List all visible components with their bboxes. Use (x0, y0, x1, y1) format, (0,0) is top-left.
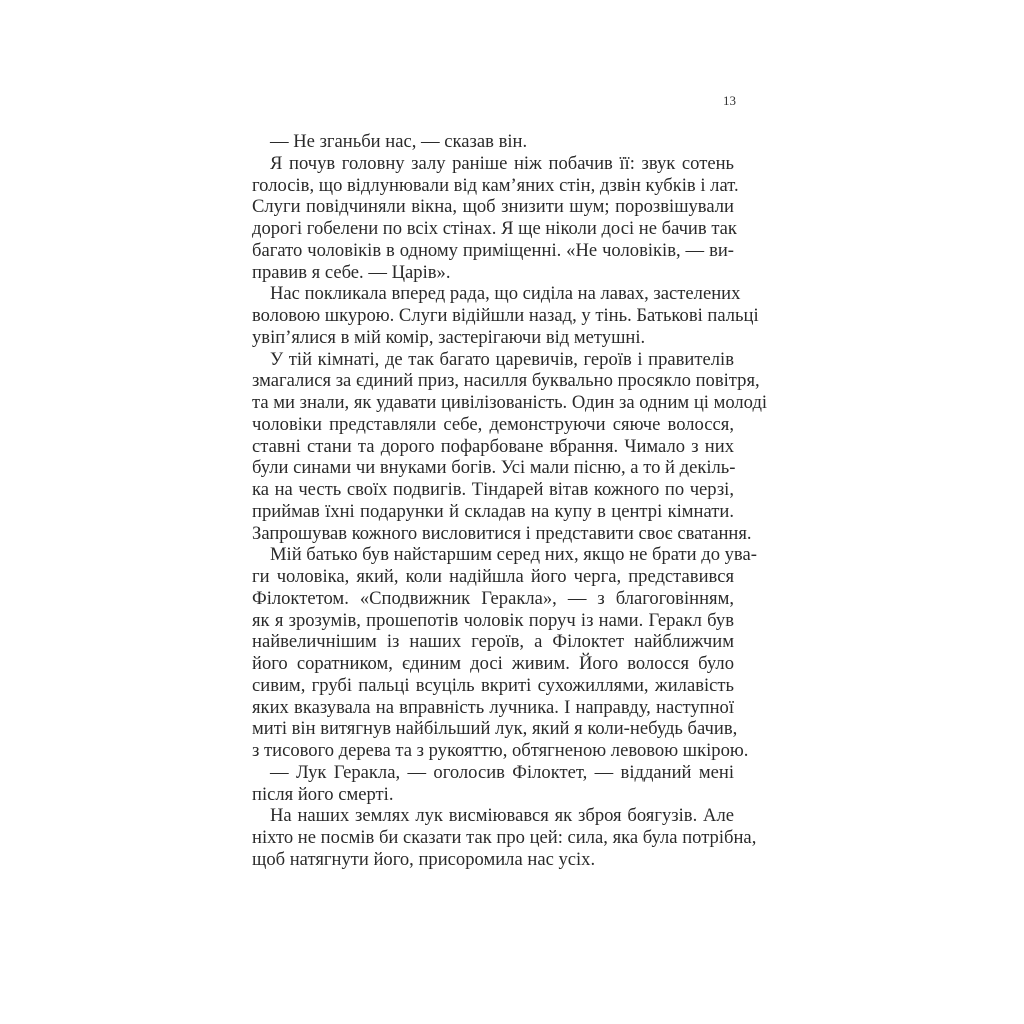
text-line: На наших землях лук висміювався як зброя боягузів. Але (270, 805, 734, 827)
text-line: ка на честь своїх подвигів. Тіндарей вітав кожного по черзі, (252, 479, 734, 500)
text-line: щоб натягнути його, присоромила нас усіх. (252, 848, 596, 870)
text-line: багато чоловіків в одному приміщенні. «Не чоловіків, — ви- (252, 239, 734, 261)
text-line: з тисового дерева та з рукояттю, обтягненою левовою шкірою. (252, 740, 749, 761)
text-line: Мій батько був найстаршим серед них, якщо не брати до ува- (270, 544, 757, 566)
text-line: приймав їхні подарунки й складав на купу в центрі кімнати. (252, 500, 734, 522)
paragraph (252, 152, 739, 284)
text-line: правив я себе. — Царів». (252, 261, 451, 283)
paragraph (252, 762, 734, 806)
text-line: Слуги повідчиняли вікна, щоб знизити шум; порозвішували (252, 196, 734, 218)
text-line: змагалися за єдиний приз, насилля буквально просякло повітря, (252, 370, 760, 392)
paragraph (252, 283, 759, 348)
text-line: ставні стани та дорого пофарбоване вбрання. Чимало з них (252, 435, 734, 457)
text-line: яких вказувала на вправність лучника. І направду, наступної (252, 696, 734, 718)
text-line: були синами чи внуками богів. Усі мали пісню, а то й декіль- (252, 457, 736, 479)
page-number: 13 (723, 93, 736, 108)
text-line: ніхто не посмів би сказати так про цей: сила, яка була потрібна, (252, 827, 757, 848)
text-line: Нас покликала вперед рада, що сиділа на лавах, застелених (270, 283, 741, 305)
text-line: як я зрозумів, прошепотів чоловік поруч із нами. Геракл був (252, 609, 734, 631)
text-line: його соратником, єдиним досі живим. Його волосся було (252, 653, 734, 674)
text-line: Запрошував кожного висловитися і представити своє сватання. (252, 522, 752, 544)
text-line: та ми знали, як удавати цивілізованість. Один за одним ці молоді (252, 392, 768, 413)
paragraph (252, 131, 734, 153)
text-line: воловою шкурою. Слуги відійшли назад, у тінь. Батькові пальці (252, 305, 759, 326)
text-line: увіп’ялися в мій комір, застерігаючи від метушні. (252, 326, 646, 348)
text-line: миті він витягнув найбільший лук, який я коли-небудь бачив, (252, 718, 738, 740)
text-line: чоловіки представляли себе, демонструючи сяюче волосся, (252, 413, 734, 435)
text-line: сивим, грубі пальці всуціль вкриті сухожиллями, жилавість (252, 674, 734, 696)
text-line: У тій кімнаті, де так багато царевичів, героїв і правителів (270, 348, 734, 370)
text-line: — Лук Геракла, — оголосив Філоктет, — відданий мені (270, 761, 734, 783)
text-line: дорогі гобелени по всіх стінах. Я ще ніколи досі не бачив так (252, 218, 737, 239)
text-line: Філоктетом. «Сподвижник Геракла», — з благоговінням, (252, 587, 734, 609)
body-text (252, 131, 768, 871)
text-line: Я почув головну залу раніше ніж побачив її: звук сотень (270, 152, 734, 174)
paragraph (252, 805, 757, 870)
text-line: ги чоловіка, який, коли надійшла його черга, представився (252, 566, 734, 587)
paragraph (252, 348, 768, 545)
text-line: — Не зганьби нас, — сказав він. (270, 131, 528, 152)
paragraph (252, 544, 757, 762)
text-line: найвеличнішим із наших героїв, а Філоктет найближчим (252, 631, 734, 653)
text-line: голосів, що відлунювали від кам’яних стін, дзвін кубків і лат. (252, 174, 739, 196)
text-line: після його смерті. (252, 783, 394, 805)
